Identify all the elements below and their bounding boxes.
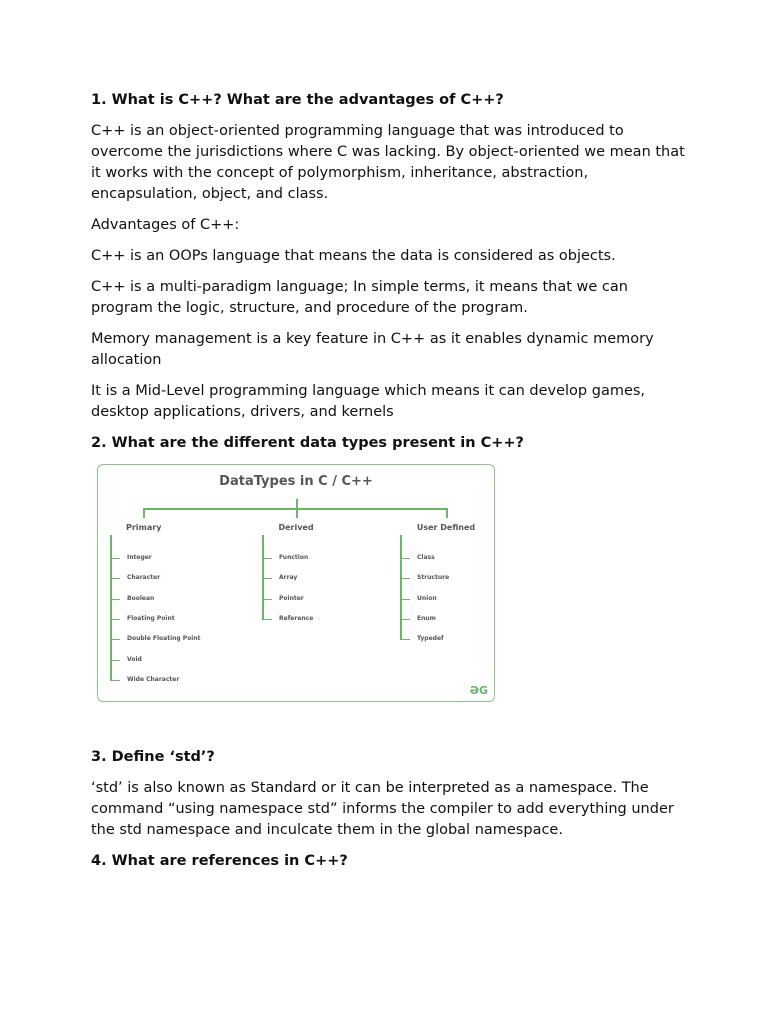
datatype-item: Array xyxy=(279,574,298,582)
advantage-1: C++ is an OOPs language that means the data is considered as objects. xyxy=(91,248,616,264)
tree-branch-drop xyxy=(296,508,298,518)
item-tick xyxy=(400,599,410,600)
gfg-logo: ƏG xyxy=(469,684,488,697)
datatypes-diagram xyxy=(97,464,495,702)
column-header: User Defined xyxy=(416,523,476,532)
datatype-item: Floating Point xyxy=(127,614,175,622)
item-tick xyxy=(400,558,410,559)
datatype-item: Wide Character xyxy=(127,675,180,683)
item-tick xyxy=(400,639,410,640)
item-tick xyxy=(262,578,272,579)
datatype-item: Reference xyxy=(279,614,314,622)
item-tick xyxy=(262,599,272,600)
item-tick xyxy=(400,578,410,579)
tree-branch-drop xyxy=(446,508,448,518)
datatype-item: Integer xyxy=(127,554,152,561)
document-page xyxy=(91,90,691,882)
item-tick xyxy=(110,619,120,620)
datatype-item: Function xyxy=(279,554,309,561)
datatype-item: Pointer xyxy=(279,594,304,602)
datatype-item: Union xyxy=(417,594,437,602)
q3-paragraph: ‘std’ is also known as Standard or it can be interpreted as a namespace. The command “using namespace std” informs the compiler to add everything under the std namespace and inculcate them in the global namespace. xyxy=(91,780,674,838)
column-header: Derived xyxy=(278,523,314,532)
item-tick xyxy=(110,639,120,640)
item-tick xyxy=(262,558,272,559)
q1-intro-paragraph: C++ is an object-oriented programming language that was introduced to overcome the jurisdictions where C was lacking. By object-oriented we mean that it works with the concept of polymorphism, inheritance, abstraction, encapsulation, object, and class. xyxy=(91,123,685,202)
question-1-heading: 1. What is C++? What are the advantages of C++? xyxy=(91,92,504,108)
tree-branch-drop xyxy=(143,508,145,518)
column-stem xyxy=(400,535,402,640)
question-2-heading: 2. What are the different data types present in C++? xyxy=(91,435,524,451)
item-tick xyxy=(110,680,120,681)
item-tick xyxy=(110,599,120,600)
advantage-4: It is a Mid-Level programming language which means it can develop games, desktop applications, drivers, and kernels xyxy=(91,383,646,420)
datatype-item: Structure xyxy=(417,574,450,582)
datatype-item: Double Floating Point xyxy=(127,635,201,643)
item-tick xyxy=(110,558,120,559)
question-4-heading: 4. What are references in C++? xyxy=(91,853,348,869)
item-tick xyxy=(262,619,272,620)
advantage-3: Memory management is a key feature in C++ as it enables dynamic memory allocation xyxy=(91,331,654,368)
datatype-item: Enum xyxy=(417,614,436,622)
datatype-item: Boolean xyxy=(127,594,155,602)
advantage-2: C++ is a multi-paradigm language; In simple terms, it means that we can program the logic, structure, and procedure of the program. xyxy=(91,279,628,316)
datatype-item: Void xyxy=(127,655,142,663)
datatype-item: Typedef xyxy=(417,635,444,643)
tree-top-bar xyxy=(143,508,447,510)
column-header: Primary xyxy=(126,523,162,532)
diagram-title: DataTypes in C / C++ xyxy=(219,474,373,489)
question-3-heading: 3. Define ‘std’? xyxy=(91,749,215,765)
item-tick xyxy=(400,619,410,620)
item-tick xyxy=(110,660,120,661)
item-tick xyxy=(110,578,120,579)
datatype-item: Class xyxy=(417,554,435,561)
advantages-label: Advantages of C++: xyxy=(91,217,240,233)
datatype-item: Character xyxy=(127,574,161,582)
